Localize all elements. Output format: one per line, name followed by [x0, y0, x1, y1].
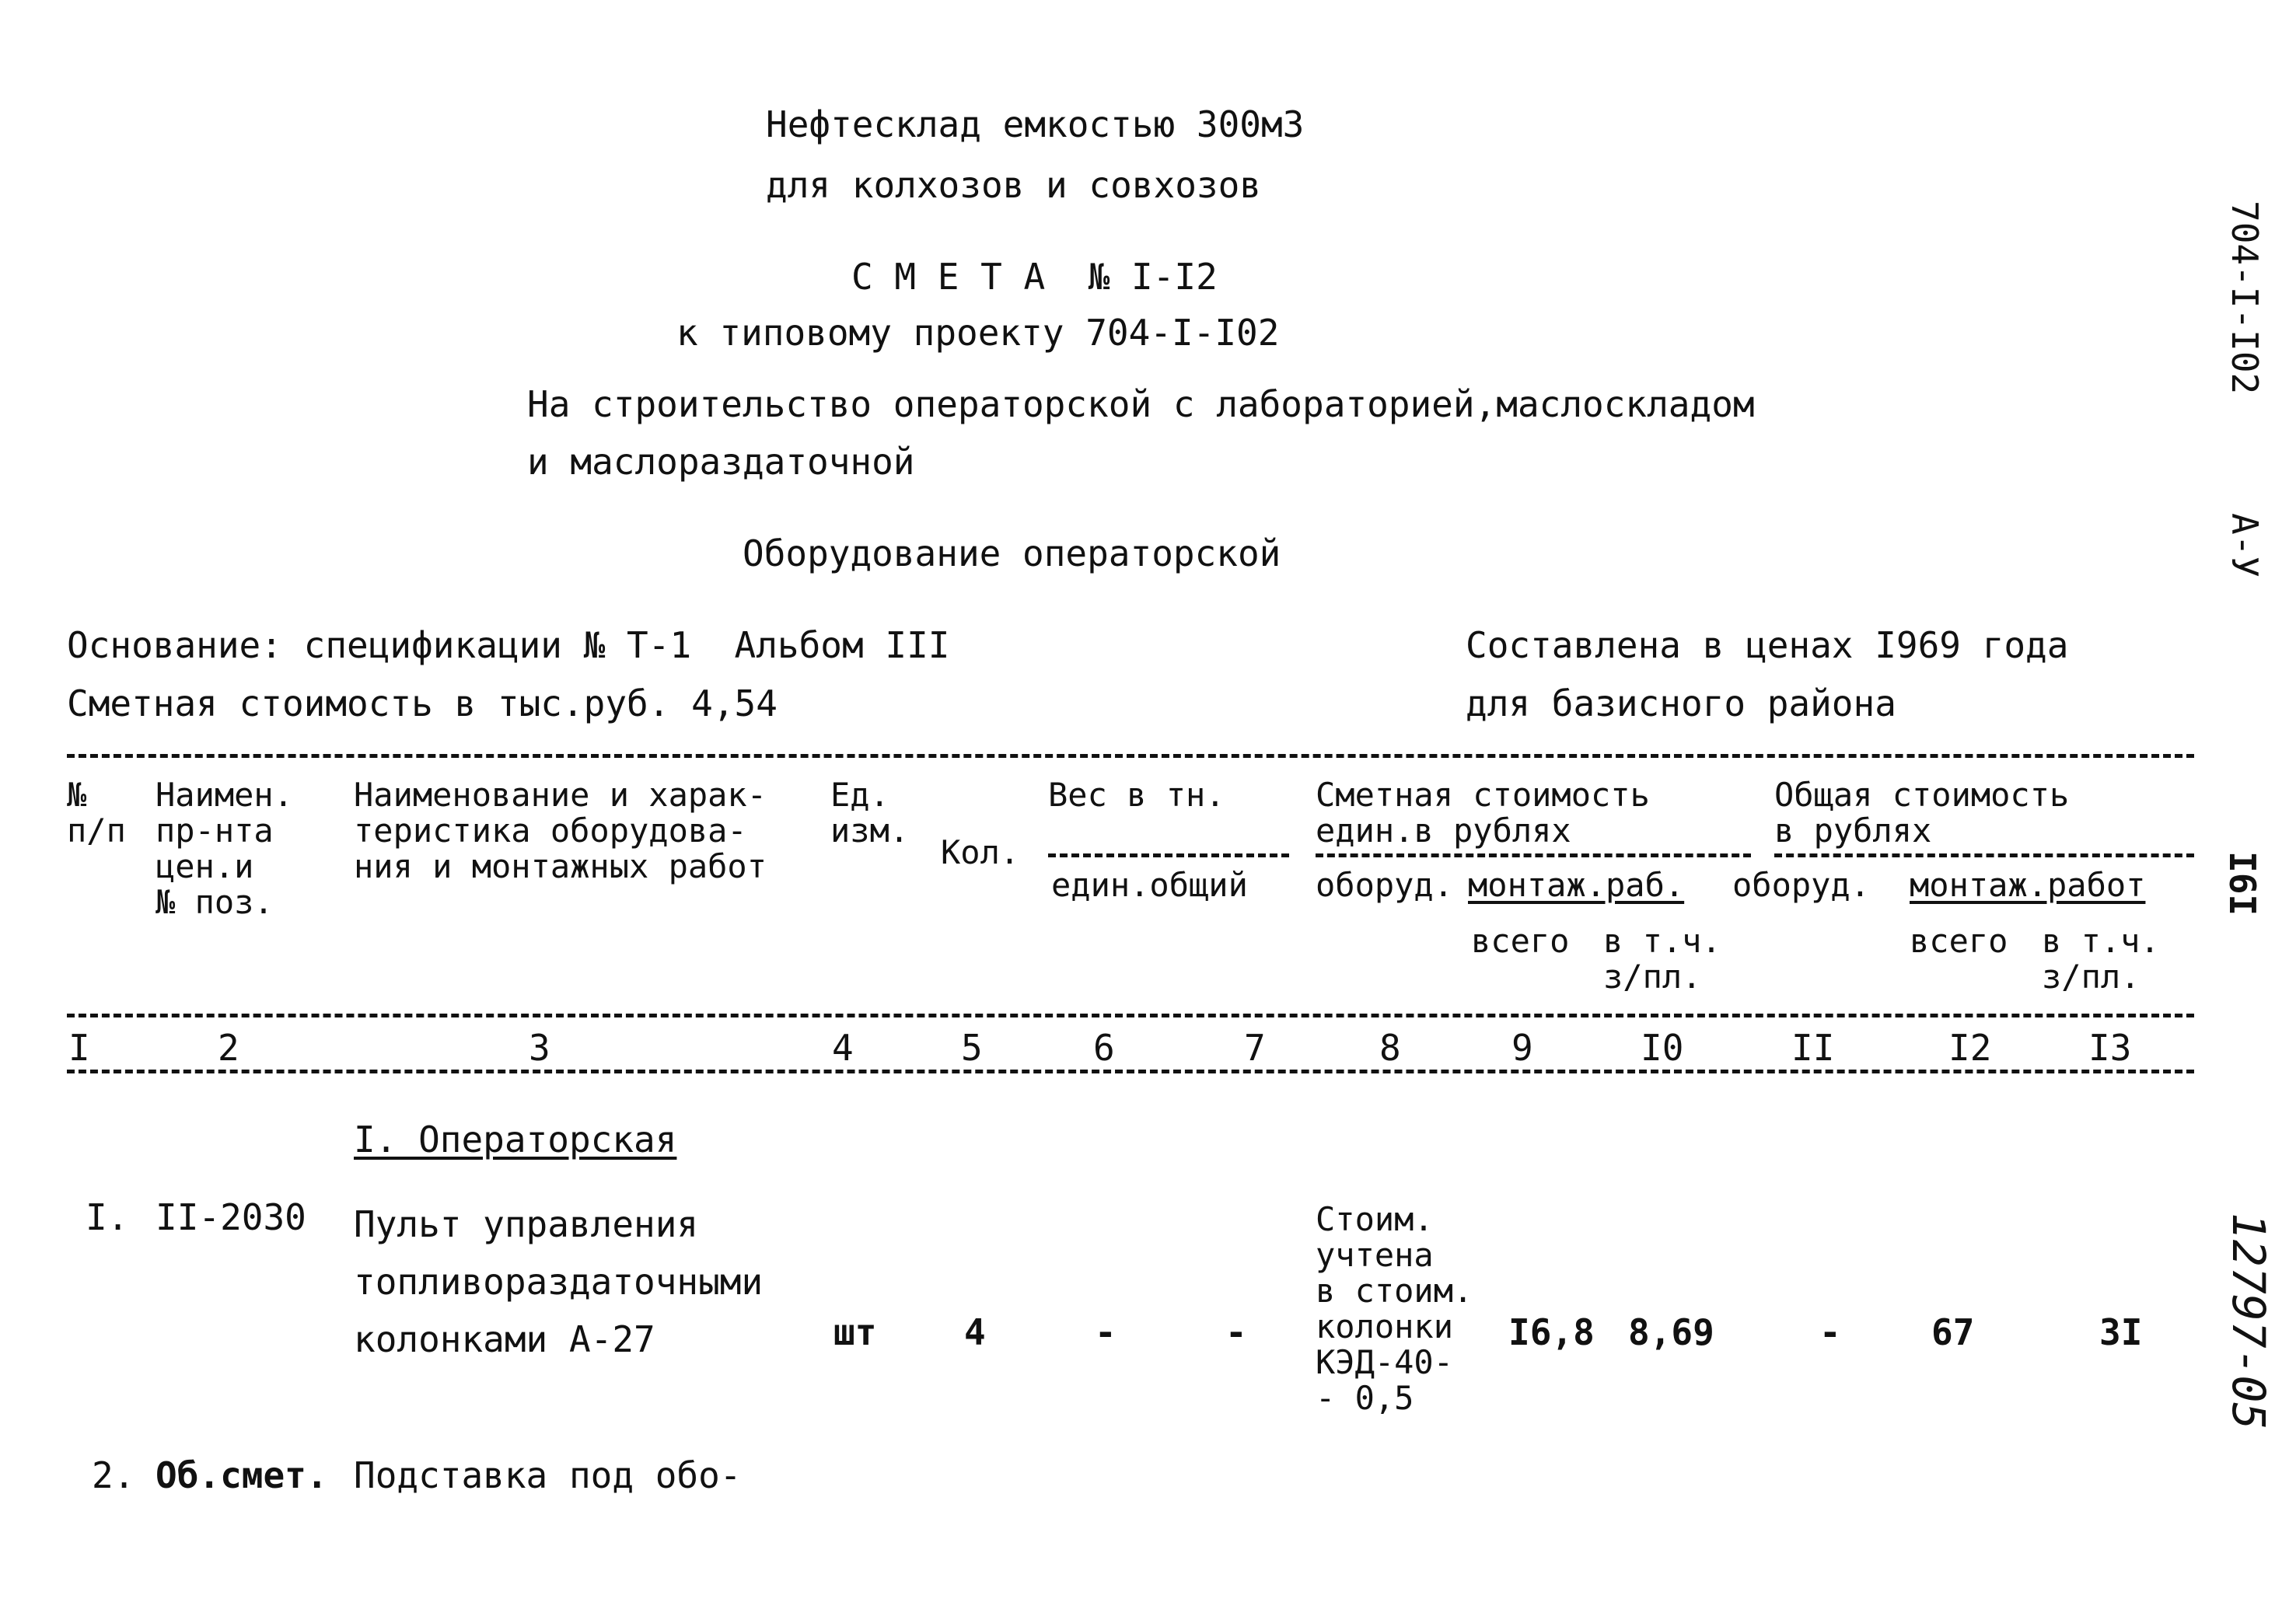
- project-number: к типовому проекту 704-I-I02: [676, 312, 1280, 354]
- row1-unit: шт: [833, 1311, 877, 1353]
- col-header-total-equip: оборуд.: [1732, 866, 1871, 904]
- row1-name: Пульт управления топливораздаточными колонками А-27: [354, 1203, 764, 1360]
- col-header-total-mont-total: всего: [1910, 922, 2008, 960]
- col-number: 3: [529, 1027, 550, 1069]
- col-header-qty: Кол.: [941, 833, 1020, 871]
- prices-line: Составлена в ценах I969 года: [1466, 624, 2069, 666]
- weight-divider: [1048, 853, 1289, 857]
- row1-total-mont: 67: [1931, 1311, 1975, 1353]
- col-header-unit-cost: Сметная стоимость един.в рублях: [1316, 776, 1650, 850]
- col-header-total-mont-wage: в т.ч. з/пл.: [2042, 922, 2160, 996]
- doc-title-line2: для колхозов и совхозов: [766, 164, 1261, 206]
- row1-weight-total: -: [1225, 1311, 1247, 1353]
- row1-total-wage: 3I: [2099, 1311, 2143, 1353]
- section-title: Оборудование операторской: [743, 532, 1281, 574]
- col-header-mont: монтаж.раб.: [1468, 866, 1685, 904]
- total-cost-divider: [1774, 853, 2194, 857]
- row2-num: 2.: [92, 1454, 135, 1496]
- col-header-name: Наименование и харак- теристика оборудова- ния и монтажных работ: [354, 776, 767, 885]
- col-header-price-code: Наимен. пр-нта цен.и № поз.: [156, 776, 294, 921]
- col-number: I: [68, 1027, 90, 1069]
- row2-code: Об.смет.: [156, 1454, 328, 1496]
- smeta-number: С М Е Т А № I-I2: [851, 256, 1218, 298]
- row1-code: II-2030: [156, 1196, 306, 1238]
- col-number: I2: [1948, 1027, 1992, 1069]
- side-page-number: I6I: [2221, 851, 2263, 916]
- col-number: 5: [961, 1027, 983, 1069]
- col-header-mont-wage: в т.ч. з/пл.: [1603, 922, 1721, 996]
- side-album: А-У: [2224, 513, 2266, 578]
- cost-line: Сметная стоимость в тыс.руб. 4,54: [67, 682, 778, 724]
- row1-num: I.: [86, 1196, 129, 1238]
- basis-line: Основание: спецификации № Т-1 Альбом III: [67, 624, 950, 666]
- row1-qty: 4: [964, 1311, 986, 1353]
- col-number: 2: [218, 1027, 239, 1069]
- side-doc-number: 12797-05: [2222, 1213, 2275, 1430]
- row1-equip: Стоим. учтена в стоим. колонки КЭД-40- - 0,5: [1316, 1200, 1473, 1417]
- col-number: 6: [1093, 1027, 1115, 1069]
- col-number: II: [1791, 1027, 1835, 1069]
- table-top-rule: [67, 754, 2194, 758]
- section-heading: I. Операторская: [354, 1119, 677, 1161]
- col-number: 7: [1244, 1027, 1266, 1069]
- row1-weight-unit: -: [1095, 1311, 1117, 1353]
- colnum-top-rule: [67, 1014, 2194, 1017]
- col-header-mont-total: всего: [1471, 922, 1570, 960]
- purpose-line2: и маслораздаточной: [527, 441, 915, 483]
- col-header-total-cost: Общая стоимость в рублях: [1774, 776, 2070, 850]
- colnum-bottom-rule: [67, 1070, 2194, 1073]
- col-header-weight-sub: един.общий: [1051, 866, 1248, 904]
- col-header-weight: Вес в тн.: [1048, 776, 1225, 814]
- col-number: 4: [832, 1027, 854, 1069]
- col-number: 9: [1511, 1027, 1533, 1069]
- row2-name: Подставка под обо-: [354, 1454, 742, 1496]
- unit-cost-divider: [1316, 853, 1751, 857]
- col-header-unit: Ед. изм.: [830, 776, 910, 850]
- col-header-num: № п/п: [67, 776, 126, 850]
- col-number: I3: [2088, 1027, 2132, 1069]
- purpose-line1: На строительство операторской с лабораторией,маслоскладом: [527, 383, 1755, 425]
- col-header-total-mont: монтаж.работ: [1910, 866, 2146, 904]
- col-number: 8: [1379, 1027, 1401, 1069]
- doc-title-line1: Нефтесклад емкостью 300м3: [766, 103, 1305, 145]
- col-header-equip: оборуд.: [1316, 866, 1454, 904]
- row1-mont-wage: 8,69: [1628, 1311, 1714, 1353]
- region-line: для базисного района: [1466, 682, 1896, 724]
- row1-total-equip: -: [1819, 1311, 1841, 1353]
- side-project-code: 704-I-I02: [2224, 201, 2266, 395]
- col-number: I0: [1641, 1027, 1684, 1069]
- row1-mont-total: I6,8: [1508, 1311, 1595, 1353]
